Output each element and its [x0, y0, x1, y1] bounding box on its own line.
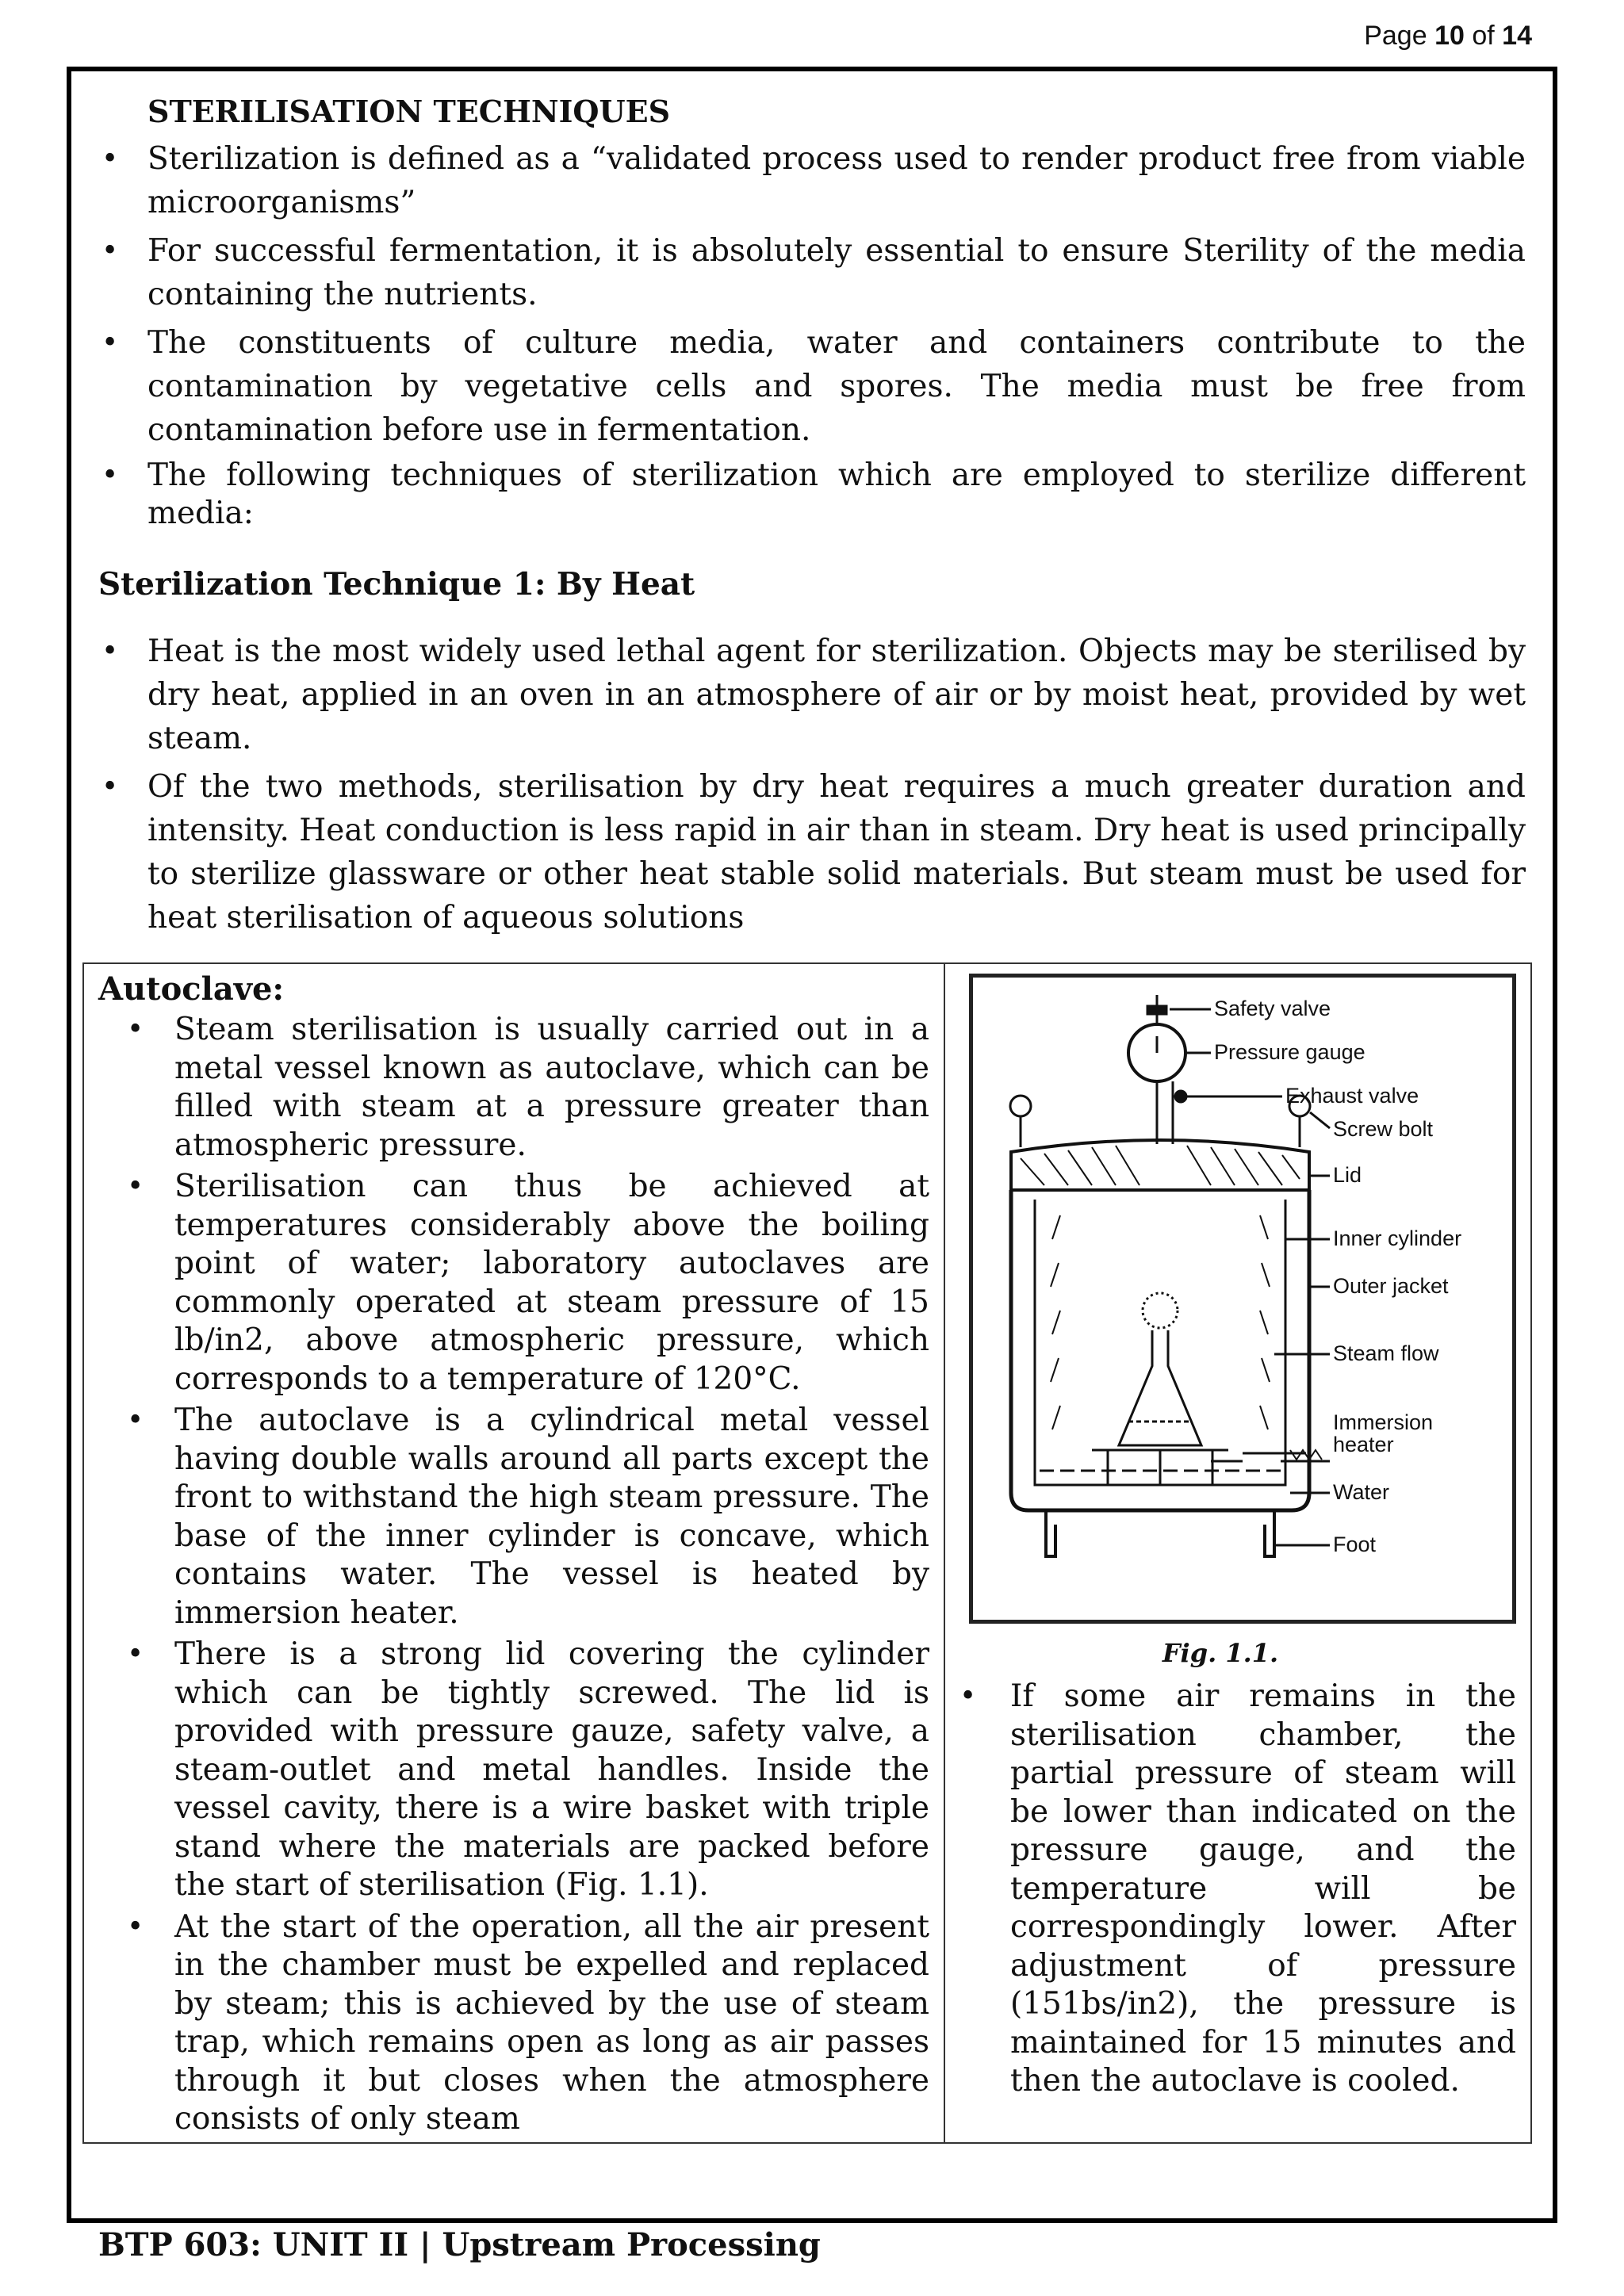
- label-heater: heater: [1333, 1433, 1394, 1456]
- list-item: • If some air remains in the sterilisation chamber, the partial pressure of steam will be lower than indicated on the pressure gauge, and the temperature will be correspondingly lower. After adjustment of pressure (151bs/in2), the pressure is maintained for 15 minutes and then the autoclave is cooled.: [956, 1678, 1516, 2101]
- label-pressure-gauge: Pressure gauge: [1214, 1040, 1365, 1064]
- label-inner-cylinder: Inner cylinder: [1333, 1226, 1462, 1250]
- autoclave-heading: Autoclave:: [98, 970, 285, 1008]
- list-item: • Heat is the most widely used lethal agent for sterilization. Objects may be sterilised by dry heat, applied in an oven in an atmosphere of air or by moist heat, provided by wet steam.: [98, 629, 1526, 760]
- autoclave-diagram: [969, 974, 1516, 1624]
- list-item: • The constituents of culture media, water and containers contribute to the contamination by vegetative cells and spores. The media must be free from contamination before use in fermentation.: [98, 321, 1526, 452]
- list-item: • At the start of the operation, all the air present in the chamber must be expelled and replaced by steam; this is achieved by the use of steam trap, which remains open as long as air passes through it but closes when the atmosphere consists of only steam: [98, 1908, 929, 2139]
- list-item: • Sterilisation can thus be achieved at temperatures considerably above the boiling point of water; laboratory autoclaves are commonly operated at steam pressure of 15 lb/in2, above atmospheric pressure, which corresponds to a temperature of 120°C.: [98, 1168, 929, 1399]
- intro-bullet-list: [98, 137, 1526, 533]
- autoclave-bullet-list: [98, 1011, 929, 2139]
- autoclave-figure-cell: [944, 963, 1531, 2143]
- label-foot: Foot: [1333, 1533, 1377, 1556]
- autoclave-illustration: [973, 978, 1512, 1620]
- list-item: • For successful fermentation, it is absolutely essential to ensure Sterility of the media containing the nutrients.: [98, 229, 1526, 316]
- label-safety-valve: Safety valve: [1214, 997, 1331, 1020]
- label-exhaust-valve: Exhaust valve: [1285, 1084, 1419, 1108]
- label-water: Water: [1333, 1480, 1390, 1504]
- section-title: STERILISATION TECHNIQUES: [147, 94, 671, 129]
- list-item: • Steam sterilisation is usually carried out in a metal vessel known as autoclave, which can be filled with steam at a pressure greater than atmospheric pressure.: [98, 1011, 929, 1165]
- list-item: • Sterilization is defined as a “validated process used to render product free from viable microorganisms”: [98, 137, 1526, 224]
- label-screw-bolt: Screw bolt: [1333, 1117, 1434, 1141]
- technique-heading: Sterilization Technique 1: By Heat: [98, 566, 695, 603]
- list-item: • The following techniques of sterilization which are employed to sterilize different media:: [98, 457, 1526, 533]
- label-outer-jacket: Outer jacket: [1333, 1274, 1449, 1298]
- figure-caption: Fig. 1.1.: [1162, 1638, 1279, 1668]
- main-content: [98, 94, 1526, 944]
- label-steam-flow: Steam flow: [1333, 1341, 1439, 1365]
- label-lid: Lid: [1333, 1163, 1362, 1187]
- page-number: Page 10 of 14: [1364, 21, 1532, 51]
- autoclave-text-cell: [83, 963, 944, 2143]
- label-immersion: Immersion: [1333, 1410, 1434, 1434]
- page-footer: BTP 603: UNIT II | Upstream Processing: [98, 2226, 821, 2263]
- list-item: • Of the two methods, sterilisation by dry heat requires a much greater duration and intensity. Heat conduction is less rapid in air than in steam. Dry heat is used principally to sterilize glassware or other heat stable solid materials. But steam must be used for heat sterilisation of aqueous solutions: [98, 765, 1526, 939]
- autoclave-table: [82, 962, 1532, 2144]
- right-bullet-list: [956, 1678, 1516, 2101]
- heat-bullet-list: [98, 629, 1526, 939]
- list-item: • There is a strong lid covering the cylinder which can be tightly screwed. The lid is provided with pressure gauze, safety valve, a steam-outlet and metal handles. Inside the vessel cavity, there is a wire basket with triple stand where the materials are packed before the start of sterilisation (Fig. 1.1).: [98, 1636, 929, 1905]
- list-item: • The autoclave is a cylindrical metal vessel having double walls around all parts except the front to withstand the high steam pressure. The base of the inner cylinder is concave, which contains water. The vessel is heated by immersion heater.: [98, 1402, 929, 1632]
